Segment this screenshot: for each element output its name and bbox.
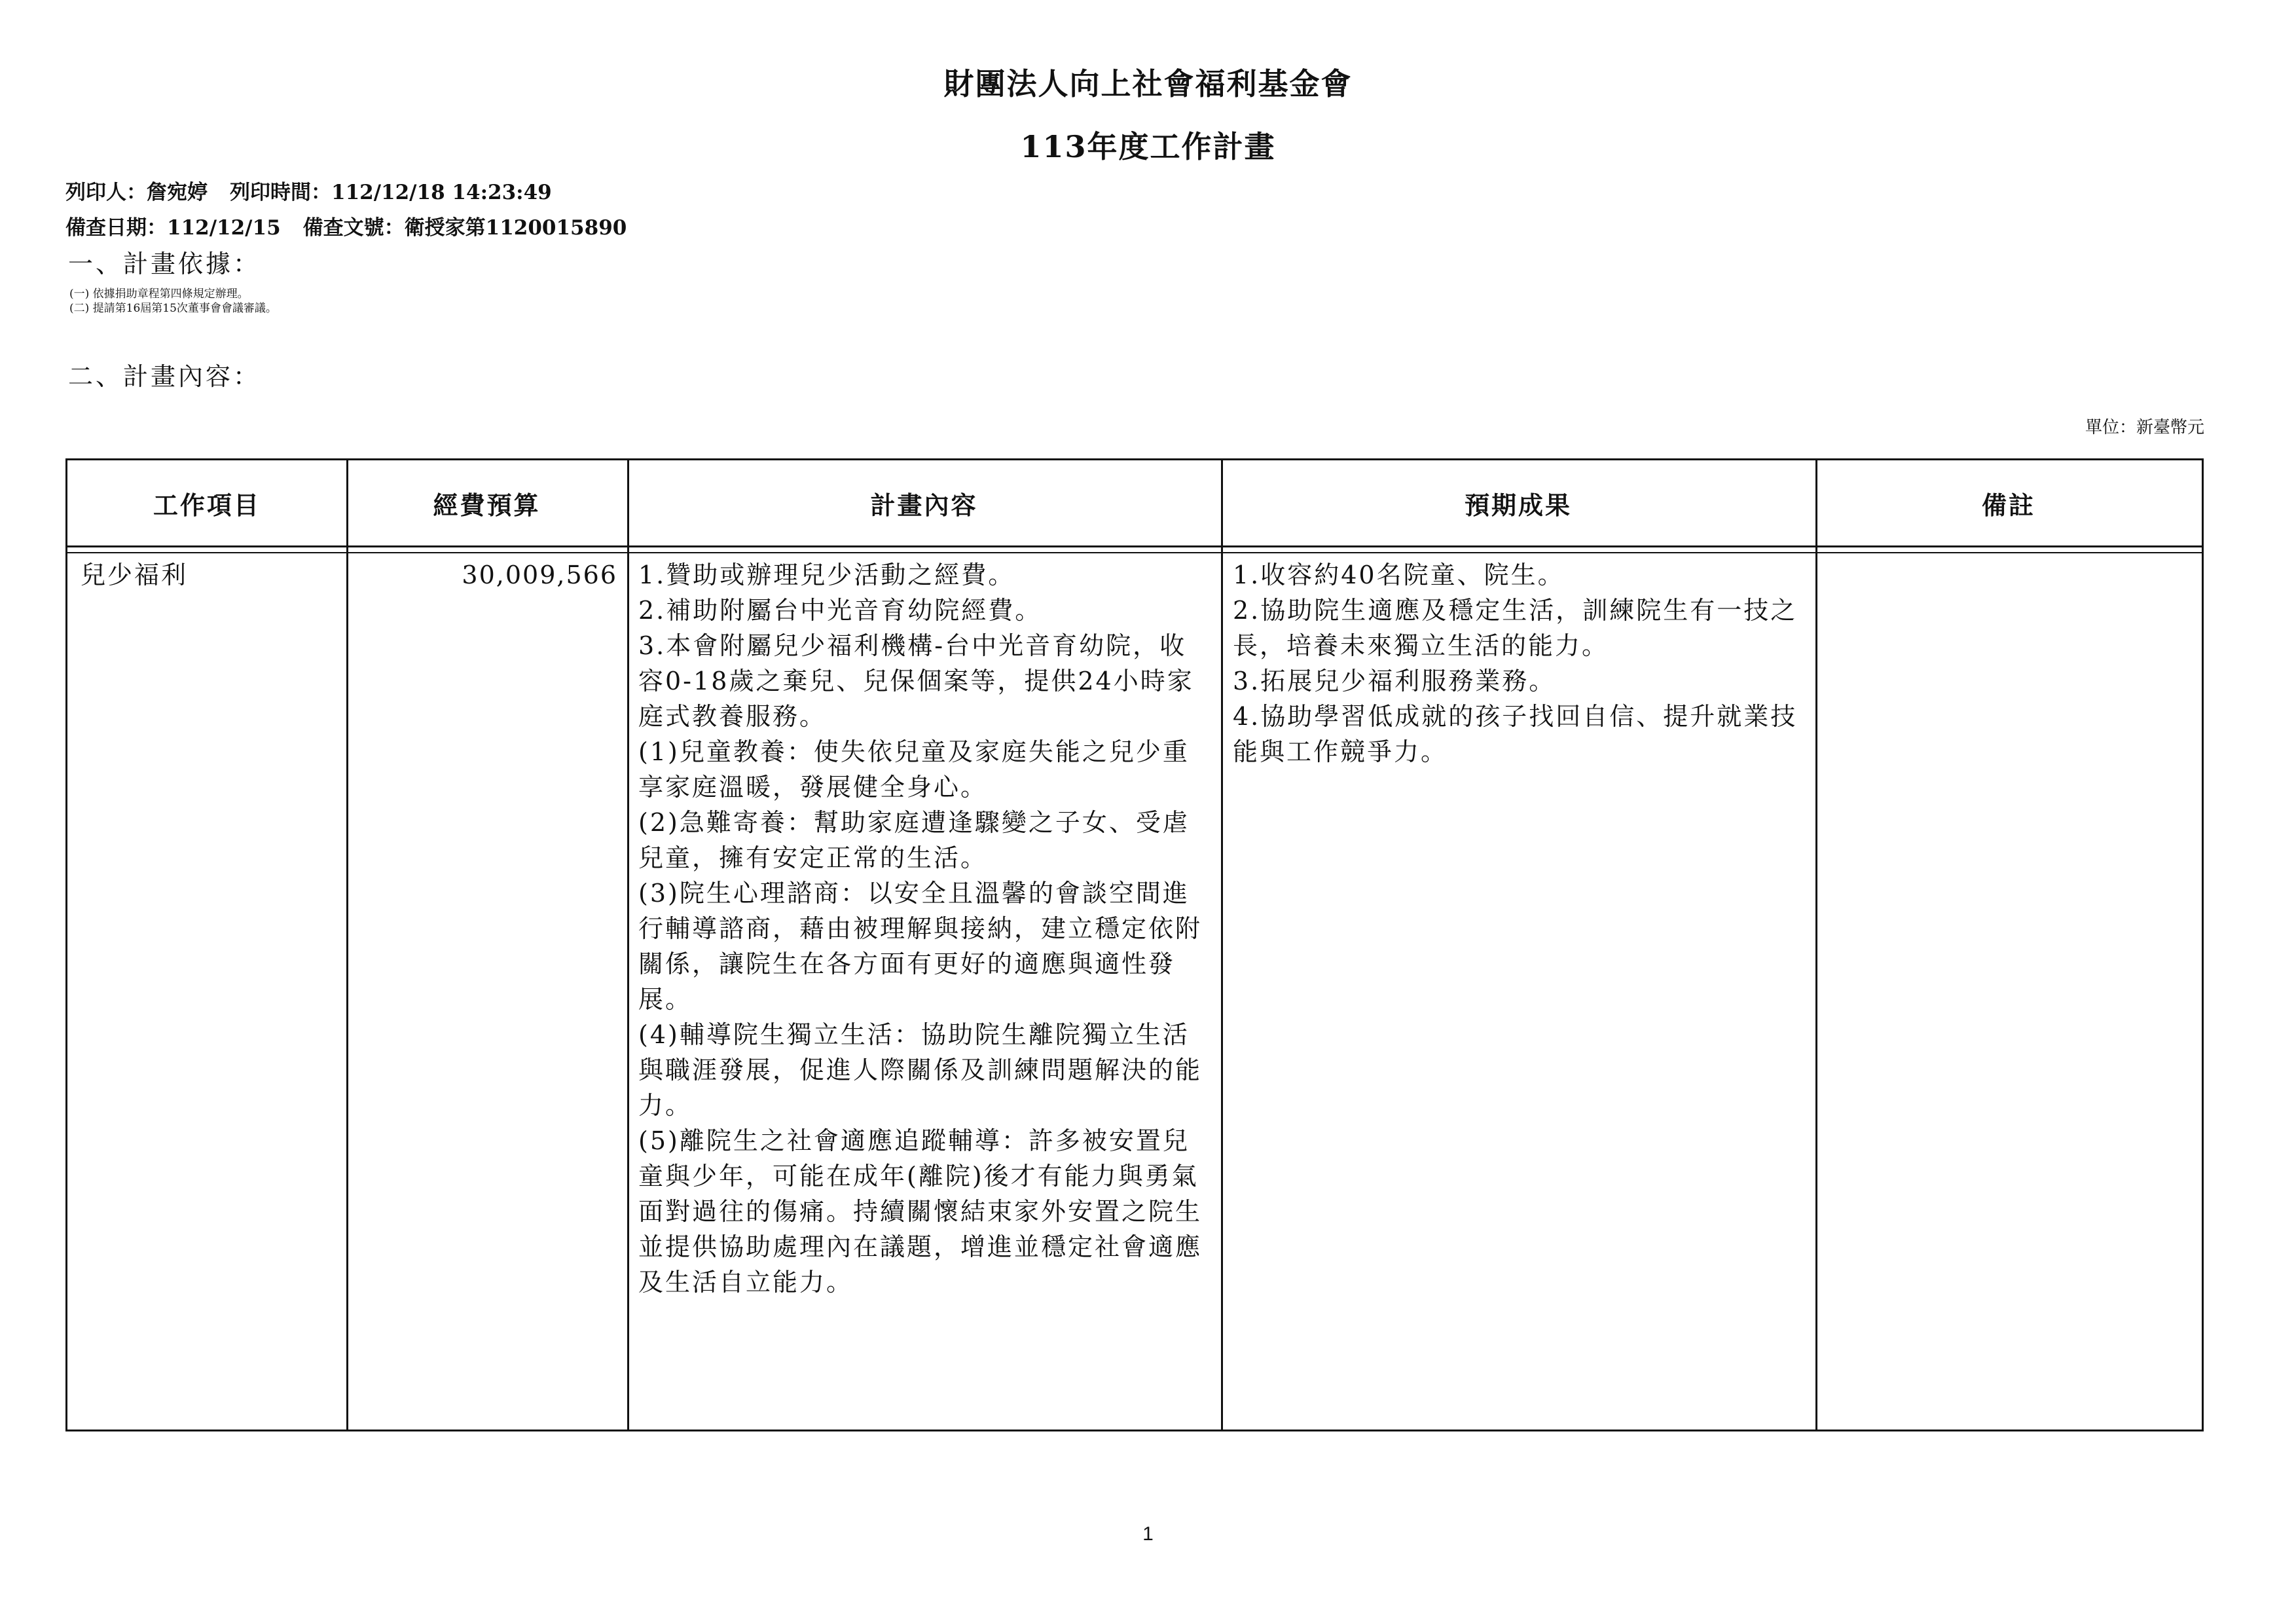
content-line: (5)離院生之社會適應追蹤輔導：許多被安置兒童與少年，可能在成年(離院)後才有能力與勇氣面對過往的傷痛。持續關懷結束家外安置之院生並提供協助處理內在議題，增進並穩定社會適應及生活自立能力。: [638, 1126, 1203, 1297]
content-line: 3.本會附屬兒少福利機構-台中光音育幼院，收容0-18歲之棄兒、兒保個案等，提供24小時家庭式教養服務。: [638, 631, 1194, 731]
header-plan-content: 計畫內容: [870, 490, 978, 520]
basis-list: [69, 287, 277, 316]
column-divider: [346, 460, 348, 1430]
currency-unit: 單位：新臺幣元: [2085, 418, 2204, 437]
plan-content-cell: [638, 557, 1212, 1300]
org-title: 財團法人向上社會福利基金會: [943, 66, 1353, 101]
filing-date: 備查日期：112/12/15: [65, 216, 281, 240]
content-line: 2.補助附屬台中光音育幼院經費。: [638, 596, 1042, 625]
header-remarks: 備註: [1981, 490, 2035, 520]
column-divider: [1221, 460, 1223, 1430]
result-line: 4.協助學習低成就的孩子找回自信、提升就業技能與工作競爭力。: [1233, 702, 1798, 766]
header-budget: 經費預算: [433, 490, 541, 520]
section-content-title: 二、計畫內容：: [68, 362, 261, 391]
plan-title: 113年度工作計畫: [1020, 129, 1276, 164]
section-basis-title: 一、計畫依據：: [68, 249, 261, 278]
result-line: 1.收容約40名院童、院生。: [1233, 561, 1565, 589]
page-number: 1: [1142, 1523, 1154, 1545]
header-divider: [67, 552, 2202, 553]
content-line: 1.贊助或辦理兒少活動之經費。: [638, 561, 1015, 589]
content-line: (1)兒童教養：使失依兒童及家庭失能之兒少重享家庭溫暖，發展健全身心。: [638, 737, 1190, 802]
expected-result-cell: [1233, 557, 1805, 769]
filing-info: [65, 211, 627, 240]
printer-label: 列印人：詹宛婷: [65, 181, 208, 204]
content-line: (4)輔導院生獨立生活：協助院生離院獨立生活與職涯發展，促進人際關係及訓練問題解決的能力。: [638, 1020, 1203, 1120]
header-work-item: 工作項目: [153, 490, 261, 520]
filing-doc-no: 備查文號：衛授家第1120015890: [302, 216, 627, 240]
print-time: 列印時間：112/12/18 14:23:49: [230, 181, 552, 204]
plan-table: [65, 458, 2204, 1431]
content-line: (2)急難寄養：幫助家庭遭逢驟變之子女、受虐兒童，擁有安定正常的生活。: [638, 808, 1190, 872]
header-divider: [67, 545, 2202, 547]
budget-cell: 30,009,566: [462, 561, 617, 589]
content-line: (3)院生心理諮商：以安全且溫馨的會談空間進行輔導諮商，藉由被理解與接納，建立穩定依附關係，讓院生在各方面有更好的適應與適性發展。: [638, 879, 1203, 1014]
result-line: 2.協助院生適應及穩定生活，訓練院生有一技之長，培養未來獨立生活的能力。: [1233, 596, 1798, 660]
column-divider: [627, 460, 629, 1430]
print-info: [65, 175, 552, 205]
basis-item: (一) 依據捐助章程第四條規定辦理。: [69, 287, 249, 301]
column-divider: [1815, 460, 1817, 1430]
work-item-cell: 兒少福利: [81, 561, 189, 589]
basis-item: (二) 提請第16屆第15次董事會會議審議。: [69, 302, 277, 315]
header-expected-result: 預期成果: [1464, 490, 1572, 520]
result-line: 3.拓展兒少福利服務業務。: [1233, 667, 1556, 695]
